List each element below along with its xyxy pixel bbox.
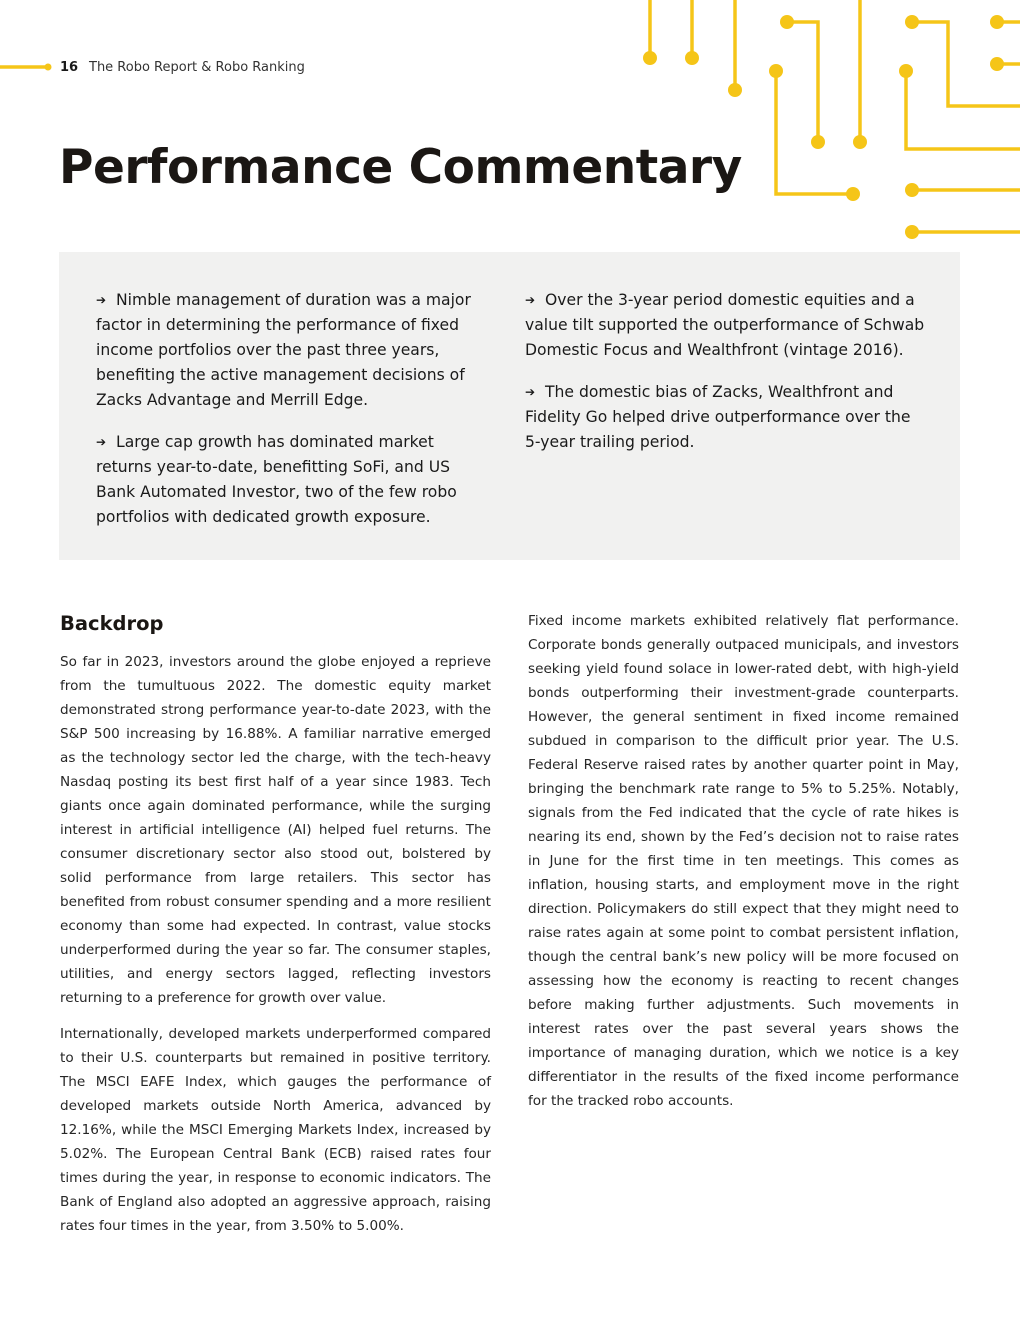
circuit-decoration: [0, 0, 1020, 260]
body-paragraph: Internationally, developed markets underperformed compared to their U.S. counterparts but remained in positive territory. The MSCI EAFE Index, which gauges the performance of developed markets outside North America, advanced by 12.16%, while the MSCI Emerging Markets Index, increased by 5.02%. The European Central Bank (ECB) raised rates four times during the year, in response to economic indicators. The Bank of England also adopted an aggressive approach, raising rates four times in the year, from 3.50% to 5.00%.: [60, 1026, 491, 1234]
arrow-right-icon: ➔: [96, 293, 107, 307]
page-number: 16: [60, 60, 79, 75]
takeaways-left-column: [96, 288, 491, 547]
body-column-right: [528, 609, 959, 1125]
arrow-right-icon: ➔: [525, 385, 536, 399]
arrow-right-icon: ➔: [96, 435, 107, 449]
key-takeaways-panel: [59, 252, 960, 560]
section-heading-backdrop: Backdrop: [60, 612, 164, 635]
body-paragraph: Fixed income markets exhibited relatively flat performance. Corporate bonds generally outpaced municipals, and investors seeking yield found solace in lower-rated debt, with high-yield bonds outperforming their investment-grade counterparts. However, the general sentiment in fixed income remained subdued in comparison to the difficult prior year. The U.S. Federal Reserve raised rates by another quarter point in May, bringing the benchmark rate range to 5% to 5.25%. Notably, signals from the Fed indicated that the cycle of rate hikes is nearing its end, shown by the Fed’s decision not to raise rates in June for the first time in ten meetings. This comes as inflation, housing starts, and employment move in the right direction. Policymakers do still expect that they might need to raise rates again at some point to combat persistent inflation, though the central bank’s new policy will be more focused on assessing how the economy is reacting to recent changes before making further adjustments. Such movements in interest rates over the past several years shows the importance of managing duration, which we notice is a key differentiator in the results of the fixed income performance for the tracked robo accounts.: [528, 613, 959, 1109]
running-title: The Robo Report & Robo Ranking: [89, 60, 305, 75]
takeaways-right-column: [525, 288, 925, 472]
page-title: Performance Commentary: [59, 140, 742, 195]
takeaway-item: ➔ Nimble management of duration was a major factor in determining the performance of fixed income portfolios over the past three years, benefiting the active management decisions of Zacks Advantage and Merrill Edge.: [96, 288, 491, 413]
arrow-right-icon: ➔: [525, 293, 536, 307]
takeaway-item: ➔ The domestic bias of Zacks, Wealthfront and Fidelity Go helped drive outperformance over the 5-year trailing period.: [525, 380, 925, 455]
body-paragraph: So far in 2023, investors around the globe enjoyed a reprieve from the tumultuous 2022. The domestic equity market demonstrated strong performance year-to-date 2023, with the S&P 500 increasing by 16.88%. A familiar narrative emerged as the technology sector led the charge, with the tech-heavy Nasdaq posting its best first half of a year since 1983. Tech giants once again dominated performance, while the surging interest in artificial intelligence (AI) helped fuel returns. The consumer discretionary sector also stood out, bolstered by solid performance from large retailers. This sector has benefited from robust consumer spending and a more resilient economy than some had expected. In contrast, value stocks underperformed during the year so far. The consumer staples, utilities, and energy sectors lagged, reflecting investors returning to a preference for growth over value.: [60, 654, 491, 1006]
takeaway-item: ➔ Over the 3-year period domestic equities and a value tilt supported the outperformance of Schwab Domestic Focus and Wealthfront (vintage 2016).: [525, 288, 925, 363]
takeaway-item: ➔ Large cap growth has dominated market returns year-to-date, benefitting SoFi, and US Bank Automated Investor, two of the few robo portfolios with dedicated growth exposure.: [96, 430, 491, 530]
body-column-left: [60, 650, 491, 1250]
